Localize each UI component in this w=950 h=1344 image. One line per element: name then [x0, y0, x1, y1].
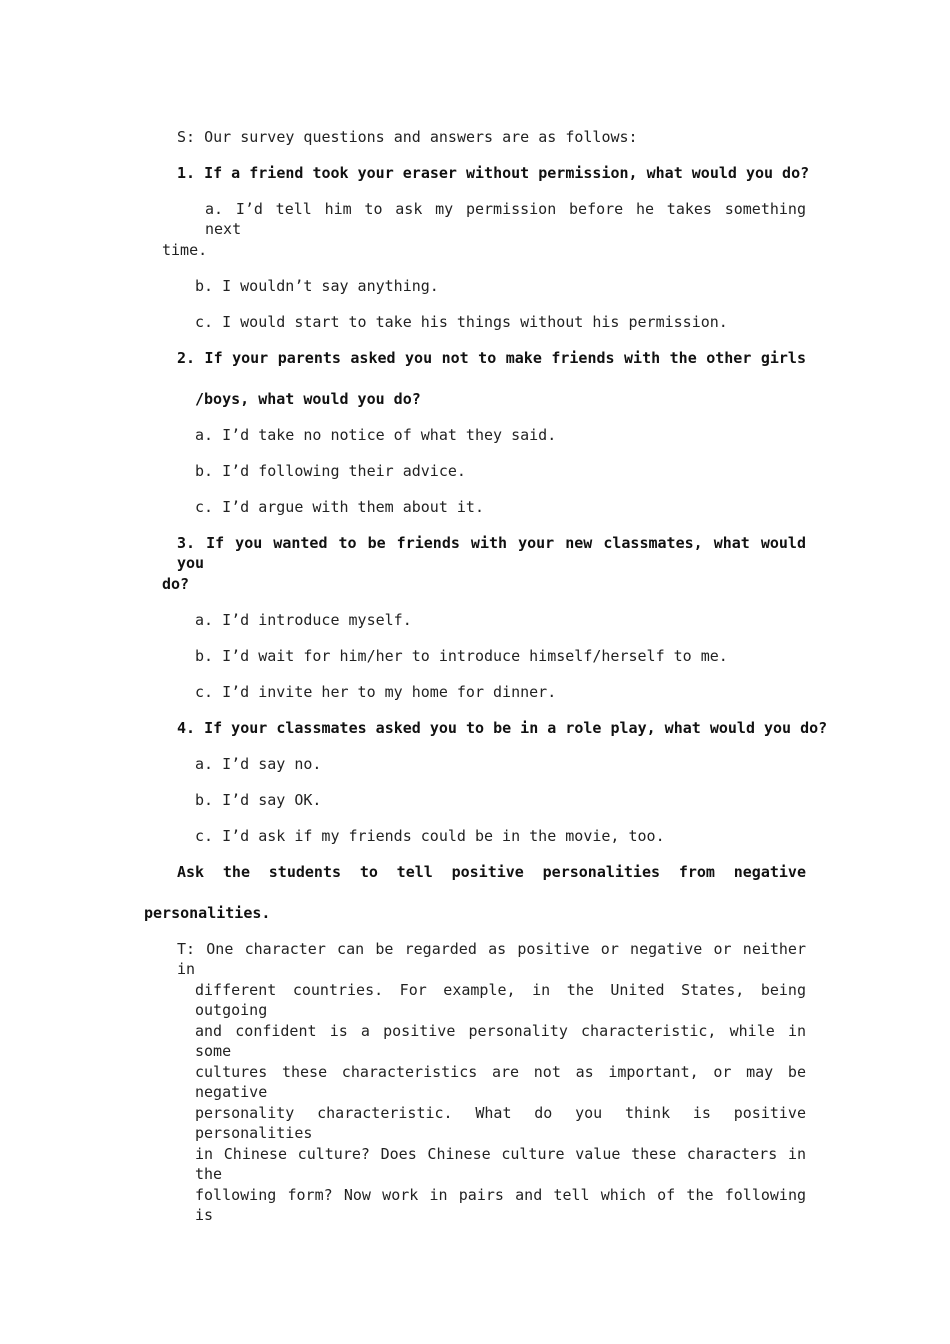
question-3-answer-b: b. I’d wait for him/her to introduce himself/herself to me. [195, 647, 728, 665]
instruction: Ask the students to tell positive personalities from negative [177, 863, 806, 881]
question-2-continued: /boys, what would you do? [195, 390, 421, 408]
teacher-line: and confident is a positive personality characteristic, while in some [195, 1022, 806, 1060]
teacher-line: cultures these characteristics are not as important, or may be negative [195, 1063, 806, 1101]
question-3: 3. If you wanted to be friends with your new classmates, what would you [177, 534, 806, 572]
instruction-continued: personalities. [144, 904, 271, 922]
question-2-answer-a: a. I’d take no notice of what they said. [195, 426, 557, 444]
question-4-answer-a: a. I’d say no. [195, 755, 322, 773]
survey-intro: S: Our survey questions and answers are as follows: [177, 128, 638, 146]
question-1-answer-a-continued: time. [162, 241, 208, 259]
question-1-answer-b: b. I wouldn’t say anything. [195, 277, 439, 295]
question-3-answer-c: c. I’d invite her to my home for dinner. [195, 683, 557, 701]
question-2-answer-c: c. I’d argue with them about it. [195, 498, 484, 516]
question-2-answer-b: b. I’d following their advice. [195, 462, 466, 480]
teacher-line: following form? Now work in pairs and tell which of the following is [195, 1186, 806, 1224]
question-3-continued: do? [162, 575, 190, 593]
teacher-line: different countries. For example, in the United States, being outgoing [195, 981, 806, 1019]
question-3-answer-a: a. I’d introduce myself. [195, 611, 412, 629]
question-1-answer-a: a. I’d tell him to ask my permission before he takes something next [205, 200, 806, 238]
question-1: 1. If a friend took your eraser without permission, what would you do? [177, 164, 810, 182]
question-4-answer-c: c. I’d ask if my friends could be in the movie, too. [195, 827, 665, 845]
teacher-line: T: One character can be regarded as positive or negative or neither in [177, 940, 806, 978]
question-4-answer-b: b. I’d say OK. [195, 791, 322, 809]
teacher-line: personality characteristic. What do you think is positive personalities [195, 1104, 806, 1142]
question-2: 2. If your parents asked you not to make friends with the other girls [177, 349, 806, 367]
question-1-answer-c: c. I would start to take his things without his permission. [195, 313, 728, 331]
question-4: 4. If your classmates asked you to be in a role play, what would you do? [177, 719, 828, 737]
teacher-line: in Chinese culture? Does Chinese culture value these characters in the [195, 1145, 806, 1183]
